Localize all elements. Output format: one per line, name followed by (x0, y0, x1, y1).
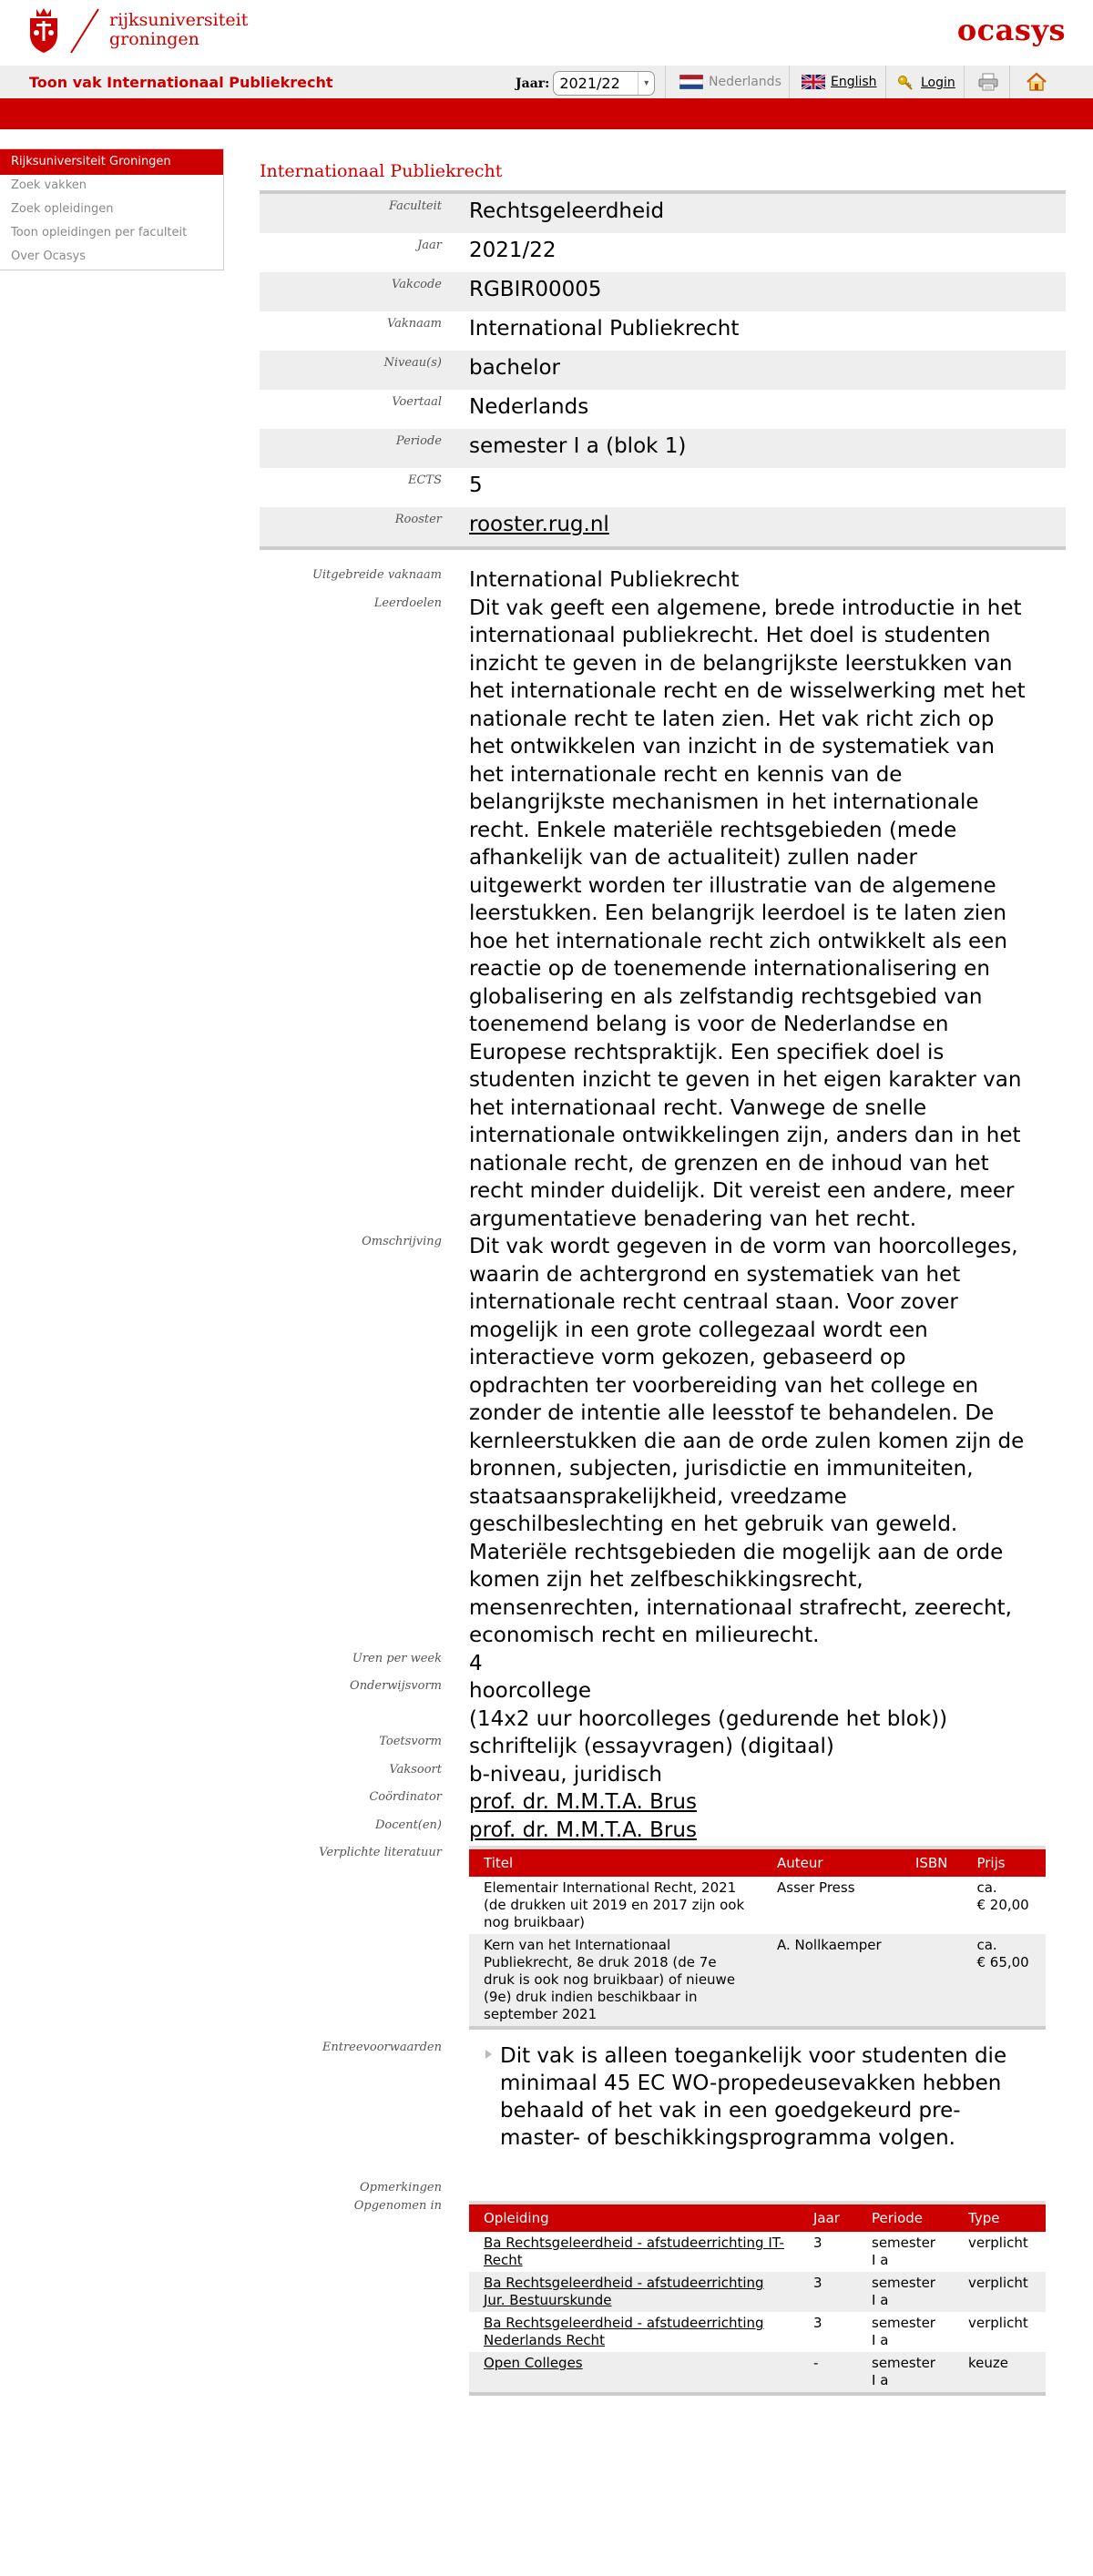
field-label: Uitgebreide vaknaam (312, 568, 442, 582)
program-year: 3 (799, 2272, 857, 2312)
field-value (442, 1817, 1066, 1845)
language-dutch[interactable] (679, 75, 781, 89)
language-english-label: English (831, 75, 877, 89)
field-label: Opgenomen in (353, 2199, 442, 2213)
login-label: Login (921, 76, 955, 90)
university-crest-icon (26, 5, 62, 55)
field-value: bachelor (442, 351, 1066, 390)
field-label: Entreevoorwaarden (322, 2041, 442, 2054)
price-amount: € 65,00 (976, 1954, 1029, 1970)
field-value: 2021/22 (469, 239, 557, 262)
entree-list-item (475, 2042, 1021, 2152)
year-select-value: 2021/22 (559, 75, 620, 92)
toolbar-divider (1009, 66, 1010, 98)
program-cell (469, 2352, 799, 2394)
field-value: semester I a (blok 1) (442, 429, 1066, 468)
field-label: ECTS (407, 473, 442, 487)
field-value: Dit vak geeft een algemene, brede introductie in het internationaal publiekrecht. Het doel is studenten inzicht te geven in de belangrijkste leerstukken van het internationale recht en de wisselwerking met het nationale recht te laten zien. Het vak richt zich op het ontwikkelen van inzicht in de systematiek van het internationale recht en kennis van de belangrijkste mechanismen in het internationale recht. Enkele materiële rechtsgebieden (mede afhankelijk van de actualiteit) zullen nader uitgewerkt worden ter illustratie van de algemene leerstukken. Een belangrijk leerdoel is te laten zien hoe het internationale recht zich ontwikkelt als een reactie op de toenemende internationalisering en globalisering en als zelfstandig rechtsgebied van toenemend belang is voor de Nederlandse en Europese rechtspraktijk. Een specifiek doel is studenten inzicht te geven in het eigen karakter van het internationaal recht. Vanwege de snelle internationale ontwikkelingen zijn, anders dan in het nationale recht, de grenzen en de inhoud van het recht minder duidelijk. Dit vereist een andere, meer argumentatieve benadering van het recht. (469, 596, 1026, 1231)
onderwijsvorm-type: hoorcollege (469, 1679, 592, 1703)
program-period: semester I a (857, 2352, 954, 2394)
language-english[interactable] (802, 75, 877, 89)
chevron-down-icon[interactable]: ▾ (638, 72, 654, 95)
column-header: Jaar (799, 2203, 857, 2232)
year-select[interactable] (553, 71, 655, 96)
literature-price (962, 1934, 1046, 2028)
field-label: Docent(en) (374, 1817, 442, 1832)
detail-row-opgenomen-in (260, 2199, 1066, 2396)
program-period: semester I a (872, 2315, 935, 2348)
literature-isbn (901, 1934, 962, 2028)
bullet-icon (485, 2050, 492, 2059)
field-value: 4 (469, 1651, 483, 1675)
program-type: verplicht (954, 2272, 1046, 2312)
toolbar-divider (885, 66, 886, 98)
toolbar (0, 66, 1093, 98)
field-label: Coördinator (369, 1790, 442, 1804)
program-link[interactable]: Ba Rechtsgeleerdheid - afstudeerrichting IT-Recht (484, 2235, 784, 2268)
program-link[interactable]: Ba Rechtsgeleerdheid - afstudeerrichting Jur. Bestuurskunde (484, 2275, 764, 2308)
programs-table (469, 2201, 1046, 2396)
sidebar-nav (0, 148, 224, 270)
literature-title: Kern van het Internationaal Publiekrecht, 8e druk 2018 (de 7e druk is ook nog bruikbaar) of nieuwe (9e) druk indien beschikbaar in september 2021 (469, 1934, 762, 2028)
site-header (0, 0, 1093, 66)
field-label: Leerdoelen (373, 596, 442, 610)
logo-line-2: groningen (109, 29, 199, 49)
price-prefix: ca. (976, 1879, 997, 1896)
summary-row-ects (260, 468, 1066, 507)
ocasys-brand[interactable]: ocasys (956, 13, 1066, 47)
field-value: 5 (469, 473, 483, 497)
summary-row-jaar (260, 233, 1066, 272)
page-heading: Toon vak Internationaal Publiekrecht (29, 74, 333, 91)
summary-row-faculteit (260, 194, 1066, 233)
spacer (469, 2152, 1066, 2179)
field-value (442, 2179, 1066, 2199)
program-link[interactable]: Open Colleges (484, 2355, 583, 2371)
program-cell (469, 2312, 799, 2352)
login-link[interactable] (897, 75, 955, 91)
detail-row-literatuur (260, 1844, 1066, 2030)
literature-author: Asser Press (777, 1879, 855, 1896)
dutch-flag-icon (679, 75, 703, 89)
uk-flag-icon (802, 75, 825, 89)
price-amount: € 20,00 (976, 1897, 1029, 1913)
literature-author: A. Nollkaemper (762, 1934, 901, 2028)
detail-row-entreevoorwaarden (260, 2030, 1066, 2179)
coordinator-link[interactable]: prof. dr. M.M.T.A. Brus (469, 1790, 697, 1814)
column-header: Titel (469, 1848, 762, 1877)
sidebar-item-zoek-vakken[interactable]: Zoek vakken (11, 178, 87, 192)
year-label: Jaar: (516, 76, 550, 91)
detail-row-toetsvorm (260, 1733, 1066, 1761)
field-value (442, 1677, 1066, 1733)
university-logo[interactable] (26, 5, 248, 55)
table-row (469, 1877, 1046, 1934)
field-value: Nederlands (469, 395, 589, 419)
column-header: Auteur (762, 1848, 901, 1877)
print-icon[interactable] (978, 73, 998, 91)
toolbar-divider (665, 66, 666, 98)
field-label: Vakcode (260, 272, 442, 311)
detail-row-leerdoelen (260, 595, 1066, 1234)
detail-row-vaksoort (260, 1761, 1066, 1789)
summary-row-niveau (260, 351, 1066, 390)
field-label: Rooster (260, 507, 442, 546)
field-label: Vaksoort (389, 1762, 442, 1777)
red-banner (0, 98, 1093, 129)
course-summary-table (260, 194, 1066, 546)
program-year: - (799, 2352, 857, 2394)
toolbar-divider (789, 66, 790, 98)
year-selector (516, 71, 655, 96)
column-header: Prijs (962, 1848, 1046, 1877)
program-type: keuze (954, 2352, 1046, 2394)
field-label: Verplichte literatuur (319, 1846, 442, 1859)
summary-row-periode (260, 429, 1066, 468)
summary-row-rooster (260, 507, 1066, 546)
entree-text: Dit vak is alleen toegankelijk voor studenten die minimaal 45 EC WO-propedeusevakken hebben behaald of het vak in een goedgekeurd pre-master- of beschikkingsprogramma volgen. (500, 2044, 1007, 2150)
program-cell (469, 2272, 799, 2312)
detail-row-coordinator (260, 1788, 1066, 1817)
price-prefix: ca. (976, 1937, 997, 1953)
toolbar-divider (964, 66, 965, 98)
sidebar-item-over-ocasys[interactable]: Over Ocasys (11, 249, 86, 263)
literature-isbn (901, 1877, 962, 1934)
field-value (442, 2199, 1066, 2396)
field-value (442, 2030, 1066, 2179)
field-label: Vaknaam (386, 317, 442, 331)
detail-row-uitgebreide-vaknaam (260, 566, 1066, 595)
key-icon (897, 75, 914, 91)
sidebar-item-rug[interactable]: Rijksuniversiteit Groningen (0, 149, 223, 175)
field-value: International Publiekrecht (469, 568, 740, 592)
rooster-link[interactable]: rooster.rug.nl (469, 513, 609, 536)
table-header-row (469, 1848, 1046, 1877)
field-label: Niveau(s) (260, 351, 442, 390)
field-label: Voertaal (392, 395, 442, 409)
onderwijsvorm-detail: (14x2 uur hoorcolleges (gedurende het blok)) (469, 1706, 948, 1731)
column-header: ISBN (901, 1848, 962, 1877)
field-value: b-niveau, juridisch (469, 1762, 662, 1787)
course-detail-table (260, 566, 1066, 2396)
program-cell (469, 2232, 799, 2272)
university-name (109, 11, 248, 49)
table-row (469, 2352, 1046, 2394)
field-label: Faculteit (260, 194, 442, 233)
table-row (469, 2272, 1046, 2312)
literature-table (469, 1846, 1046, 2030)
field-value: Rechtsgeleerdheid (442, 194, 1066, 233)
field-label: Omschrijving (362, 1235, 442, 1248)
logo-line-1: rijksuniversiteit (109, 10, 249, 30)
field-label: Opmerkingen (359, 2181, 442, 2194)
table-row (469, 2232, 1046, 2272)
field-value: International Publiekrecht (469, 317, 740, 341)
field-label: Periode (260, 429, 442, 468)
program-type: verplicht (968, 2235, 1028, 2251)
course-title: Internationaal Publiekrecht (260, 161, 503, 181)
field-value (442, 1788, 1066, 1817)
detail-row-opmerkingen (260, 2179, 1066, 2199)
program-period: semester I a (872, 2235, 935, 2268)
detail-row-docenten (260, 1817, 1066, 1845)
program-year: 3 (813, 2315, 822, 2331)
literature-title: Elementair International Recht, 2021 (de drukken uit 2019 en 2017 zijn ook nog bruikbaar) (484, 1879, 745, 1930)
language-dutch-label: Nederlands (709, 75, 781, 89)
program-link[interactable]: Ba Rechtsgeleerdheid - afstudeerrichting Nederlands Recht (484, 2315, 764, 2348)
program-type: verplicht (968, 2315, 1028, 2331)
field-label: Onderwijsvorm (350, 1679, 442, 1693)
divider (260, 546, 1066, 550)
field-value (442, 1844, 1066, 2030)
table-header-row (469, 2203, 1046, 2232)
field-label: Toetsvorm (379, 1735, 442, 1748)
column-header: Opleiding (469, 2203, 799, 2232)
summary-row-vakcode (260, 272, 1066, 311)
course-details (260, 148, 1066, 2396)
sidebar-item-zoek-opleidingen[interactable]: Zoek opleidingen (11, 202, 114, 216)
literature-price (962, 1877, 1046, 1934)
program-period: semester I a (857, 2272, 954, 2312)
detail-row-onderwijsvorm (260, 1677, 1066, 1733)
table-row (469, 2312, 1046, 2352)
detail-row-uren (260, 1650, 1066, 1678)
home-icon[interactable] (1026, 71, 1047, 93)
field-value: schriftelijk (essayvragen) (digitaal) (469, 1735, 834, 1758)
field-value: RGBIR00005 (442, 272, 1066, 311)
program-year: 3 (813, 2235, 822, 2251)
docent-link[interactable]: prof. dr. M.M.T.A. Brus (469, 1817, 697, 1842)
column-header: Type (954, 2203, 1046, 2232)
summary-row-voertaal (260, 390, 1066, 429)
detail-row-omschrijving (260, 1233, 1066, 1650)
summary-row-vaknaam (260, 311, 1066, 351)
logo-divider-slash (67, 5, 102, 55)
table-row (469, 1934, 1046, 2028)
column-header: Periode (857, 2203, 954, 2232)
field-value: Dit vak wordt gegeven in de vorm van hoorcolleges, waarin de achtergrond en systematiek van het internationale recht centraal staan. Voor zover mogelijk in een grote collegezaal wordt een interactieve vorm gekozen, gebaseerd op opdrachten ter voorbereiding van het college en zonder de intentie alle leesstof te behandelen. De kernleerstukken die aan de orde zulen komen zijn de bronnen, subjecten, jurisdictie en immuniteiten, staatsaansprakelijkheid, vreedzame geschilbeslechting en het gebruik van geweld. Materiële rechtsgebieden die mogelijk aan de orde komen zijn het zelfbeschikkingsrecht, mensenrechten, internationaal strafrecht, zeerecht, economisch recht en milieurecht. (469, 1235, 1025, 1647)
field-label: Jaar (417, 239, 442, 252)
field-label: Uren per week (352, 1651, 442, 1665)
sidebar-item-opleidingen-per-faculteit[interactable]: Toon opleidingen per faculteit (11, 226, 188, 239)
field-value (442, 507, 1066, 546)
